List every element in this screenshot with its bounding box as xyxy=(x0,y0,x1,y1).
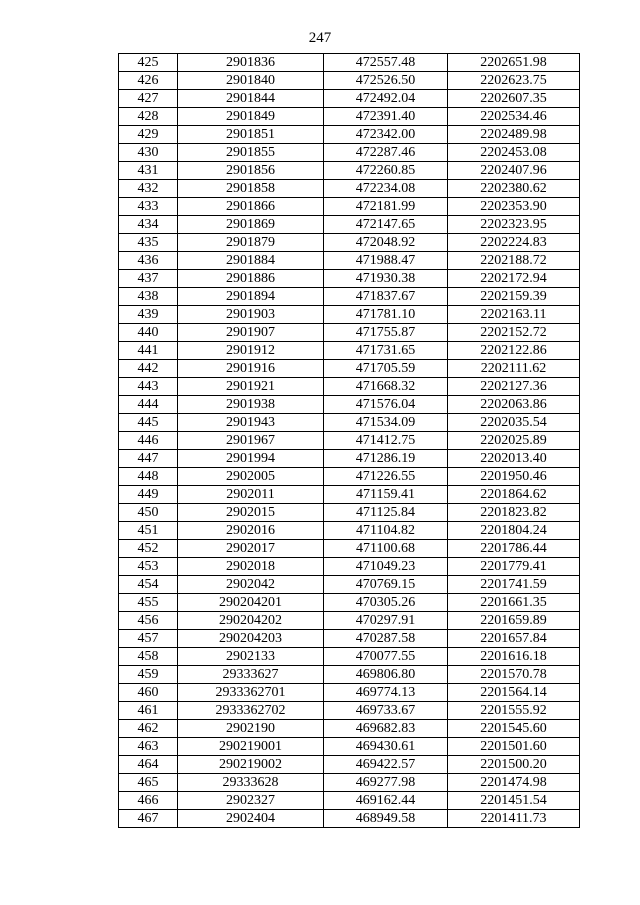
point-id-cell: 2901840 xyxy=(178,72,324,90)
row-index-cell: 449 xyxy=(119,486,178,504)
y-coordinate-cell: 2201545.60 xyxy=(448,720,580,738)
x-coordinate-cell: 469774.13 xyxy=(324,684,448,702)
row-index-cell: 466 xyxy=(119,792,178,810)
point-id-cell: 2901836 xyxy=(178,54,324,72)
y-coordinate-cell: 2202489.98 xyxy=(448,126,580,144)
table-row xyxy=(119,612,580,630)
row-index-cell: 425 xyxy=(119,54,178,72)
table-row xyxy=(119,90,580,108)
table-row xyxy=(119,378,580,396)
table-row xyxy=(119,252,580,270)
table-row xyxy=(119,396,580,414)
table-row xyxy=(119,162,580,180)
point-id-cell: 2901916 xyxy=(178,360,324,378)
point-id-cell: 2933362702 xyxy=(178,702,324,720)
x-coordinate-cell: 472526.50 xyxy=(324,72,448,90)
point-id-cell: 290204201 xyxy=(178,594,324,612)
y-coordinate-cell: 2201411.73 xyxy=(448,810,580,828)
point-id-cell: 2902017 xyxy=(178,540,324,558)
row-index-cell: 455 xyxy=(119,594,178,612)
y-coordinate-cell: 2202035.54 xyxy=(448,414,580,432)
table-row xyxy=(119,306,580,324)
table-row xyxy=(119,630,580,648)
row-index-cell: 458 xyxy=(119,648,178,666)
y-coordinate-cell: 2202353.90 xyxy=(448,198,580,216)
x-coordinate-cell: 469162.44 xyxy=(324,792,448,810)
row-index-cell: 467 xyxy=(119,810,178,828)
y-coordinate-cell: 2201804.24 xyxy=(448,522,580,540)
row-index-cell: 433 xyxy=(119,198,178,216)
y-coordinate-cell: 2201864.62 xyxy=(448,486,580,504)
y-coordinate-cell: 2201659.89 xyxy=(448,612,580,630)
y-coordinate-cell: 2201570.78 xyxy=(448,666,580,684)
y-coordinate-cell: 2201741.59 xyxy=(448,576,580,594)
x-coordinate-cell: 470297.91 xyxy=(324,612,448,630)
row-index-cell: 451 xyxy=(119,522,178,540)
row-index-cell: 460 xyxy=(119,684,178,702)
row-index-cell: 461 xyxy=(119,702,178,720)
x-coordinate-cell: 472048.92 xyxy=(324,234,448,252)
y-coordinate-cell: 2202013.40 xyxy=(448,450,580,468)
x-coordinate-cell: 469277.98 xyxy=(324,774,448,792)
y-coordinate-cell: 2202453.08 xyxy=(448,144,580,162)
table-row xyxy=(119,54,580,72)
row-index-cell: 459 xyxy=(119,666,178,684)
point-id-cell: 2902190 xyxy=(178,720,324,738)
page-number: 247 xyxy=(308,30,332,46)
row-index-cell: 438 xyxy=(119,288,178,306)
table-row xyxy=(119,468,580,486)
row-index-cell: 448 xyxy=(119,468,178,486)
row-index-cell: 445 xyxy=(119,414,178,432)
x-coordinate-cell: 470287.58 xyxy=(324,630,448,648)
row-index-cell: 444 xyxy=(119,396,178,414)
x-coordinate-cell: 471930.38 xyxy=(324,270,448,288)
x-coordinate-cell: 471988.47 xyxy=(324,252,448,270)
table-row xyxy=(119,774,580,792)
table-row xyxy=(119,486,580,504)
y-coordinate-cell: 2202111.62 xyxy=(448,360,580,378)
x-coordinate-cell: 471159.41 xyxy=(324,486,448,504)
row-index-cell: 426 xyxy=(119,72,178,90)
y-coordinate-cell: 2201616.18 xyxy=(448,648,580,666)
row-index-cell: 450 xyxy=(119,504,178,522)
point-id-cell: 290219001 xyxy=(178,738,324,756)
y-coordinate-cell: 2202172.94 xyxy=(448,270,580,288)
x-coordinate-cell: 471668.32 xyxy=(324,378,448,396)
y-coordinate-cell: 2201950.46 xyxy=(448,468,580,486)
point-id-cell: 2902015 xyxy=(178,504,324,522)
row-index-cell: 442 xyxy=(119,360,178,378)
x-coordinate-cell: 472557.48 xyxy=(324,54,448,72)
table-row xyxy=(119,288,580,306)
x-coordinate-cell: 470769.15 xyxy=(324,576,448,594)
y-coordinate-cell: 2202623.75 xyxy=(448,72,580,90)
row-index-cell: 454 xyxy=(119,576,178,594)
table-row xyxy=(119,666,580,684)
x-coordinate-cell: 472342.00 xyxy=(324,126,448,144)
x-coordinate-cell: 471705.59 xyxy=(324,360,448,378)
point-id-cell: 2901912 xyxy=(178,342,324,360)
table-row xyxy=(119,594,580,612)
y-coordinate-cell: 2201657.84 xyxy=(448,630,580,648)
row-index-cell: 457 xyxy=(119,630,178,648)
y-coordinate-cell: 2202025.89 xyxy=(448,432,580,450)
point-id-cell: 2901879 xyxy=(178,234,324,252)
point-id-cell: 2902042 xyxy=(178,576,324,594)
point-id-cell: 2902005 xyxy=(178,468,324,486)
point-id-cell: 2901943 xyxy=(178,414,324,432)
point-id-cell: 29333628 xyxy=(178,774,324,792)
point-id-cell: 290219002 xyxy=(178,756,324,774)
row-index-cell: 428 xyxy=(119,108,178,126)
table-row xyxy=(119,540,580,558)
x-coordinate-cell: 471837.67 xyxy=(324,288,448,306)
point-id-cell: 2933362701 xyxy=(178,684,324,702)
row-index-cell: 439 xyxy=(119,306,178,324)
y-coordinate-cell: 2201564.14 xyxy=(448,684,580,702)
x-coordinate-cell: 469682.83 xyxy=(324,720,448,738)
x-coordinate-cell: 471534.09 xyxy=(324,414,448,432)
row-index-cell: 431 xyxy=(119,162,178,180)
x-coordinate-cell: 471226.55 xyxy=(324,468,448,486)
row-index-cell: 464 xyxy=(119,756,178,774)
table-row xyxy=(119,270,580,288)
x-coordinate-cell: 472391.40 xyxy=(324,108,448,126)
point-id-cell: 2902018 xyxy=(178,558,324,576)
x-coordinate-cell: 472492.04 xyxy=(324,90,448,108)
point-id-cell: 290204202 xyxy=(178,612,324,630)
point-id-cell: 2901869 xyxy=(178,216,324,234)
x-coordinate-cell: 471104.82 xyxy=(324,522,448,540)
table-row xyxy=(119,792,580,810)
table-row xyxy=(119,72,580,90)
table-row xyxy=(119,180,580,198)
table-row xyxy=(119,414,580,432)
x-coordinate-cell: 471731.65 xyxy=(324,342,448,360)
row-index-cell: 435 xyxy=(119,234,178,252)
point-id-cell: 2901903 xyxy=(178,306,324,324)
x-coordinate-cell: 472181.99 xyxy=(324,198,448,216)
x-coordinate-cell: 471412.75 xyxy=(324,432,448,450)
point-id-cell: 2901851 xyxy=(178,126,324,144)
point-id-cell: 2901907 xyxy=(178,324,324,342)
row-index-cell: 441 xyxy=(119,342,178,360)
table-row xyxy=(119,702,580,720)
row-index-cell: 465 xyxy=(119,774,178,792)
x-coordinate-cell: 472147.65 xyxy=(324,216,448,234)
point-id-cell: 2901994 xyxy=(178,450,324,468)
x-coordinate-cell: 469422.57 xyxy=(324,756,448,774)
row-index-cell: 427 xyxy=(119,90,178,108)
table-row xyxy=(119,342,580,360)
y-coordinate-cell: 2202407.96 xyxy=(448,162,580,180)
table-row xyxy=(119,720,580,738)
y-coordinate-cell: 2201555.92 xyxy=(448,702,580,720)
x-coordinate-cell: 472287.46 xyxy=(324,144,448,162)
point-id-cell: 2901856 xyxy=(178,162,324,180)
point-id-cell: 2901894 xyxy=(178,288,324,306)
table-row xyxy=(119,360,580,378)
row-index-cell: 446 xyxy=(119,432,178,450)
point-id-cell: 29333627 xyxy=(178,666,324,684)
x-coordinate-cell: 471755.87 xyxy=(324,324,448,342)
coordinates-table xyxy=(118,53,580,828)
x-coordinate-cell: 472260.85 xyxy=(324,162,448,180)
y-coordinate-cell: 2201451.54 xyxy=(448,792,580,810)
y-coordinate-cell: 2202122.86 xyxy=(448,342,580,360)
y-coordinate-cell: 2201786.44 xyxy=(448,540,580,558)
point-id-cell: 2902404 xyxy=(178,810,324,828)
x-coordinate-cell: 471100.68 xyxy=(324,540,448,558)
row-index-cell: 429 xyxy=(119,126,178,144)
y-coordinate-cell: 2201500.20 xyxy=(448,756,580,774)
point-id-cell: 2901858 xyxy=(178,180,324,198)
point-id-cell: 2901884 xyxy=(178,252,324,270)
row-index-cell: 453 xyxy=(119,558,178,576)
y-coordinate-cell: 2201501.60 xyxy=(448,738,580,756)
x-coordinate-cell: 471125.84 xyxy=(324,504,448,522)
point-id-cell: 2901844 xyxy=(178,90,324,108)
y-coordinate-cell: 2202152.72 xyxy=(448,324,580,342)
table-row xyxy=(119,522,580,540)
table-row xyxy=(119,432,580,450)
row-index-cell: 437 xyxy=(119,270,178,288)
table-row xyxy=(119,198,580,216)
row-index-cell: 443 xyxy=(119,378,178,396)
y-coordinate-cell: 2202188.72 xyxy=(448,252,580,270)
y-coordinate-cell: 2202224.83 xyxy=(448,234,580,252)
y-coordinate-cell: 2202380.62 xyxy=(448,180,580,198)
x-coordinate-cell: 470305.26 xyxy=(324,594,448,612)
x-coordinate-cell: 471781.10 xyxy=(324,306,448,324)
table-row xyxy=(119,648,580,666)
table-row xyxy=(119,810,580,828)
x-coordinate-cell: 469430.61 xyxy=(324,738,448,756)
table-row xyxy=(119,126,580,144)
point-id-cell: 2901938 xyxy=(178,396,324,414)
table-row xyxy=(119,108,580,126)
row-index-cell: 436 xyxy=(119,252,178,270)
y-coordinate-cell: 2201474.98 xyxy=(448,774,580,792)
point-id-cell: 2902016 xyxy=(178,522,324,540)
y-coordinate-cell: 2202534.46 xyxy=(448,108,580,126)
y-coordinate-cell: 2201661.35 xyxy=(448,594,580,612)
point-id-cell: 2902011 xyxy=(178,486,324,504)
point-id-cell: 2901849 xyxy=(178,108,324,126)
point-id-cell: 2902133 xyxy=(178,648,324,666)
x-coordinate-cell: 472234.08 xyxy=(324,180,448,198)
x-coordinate-cell: 471049.23 xyxy=(324,558,448,576)
point-id-cell: 2902327 xyxy=(178,792,324,810)
y-coordinate-cell: 2201779.41 xyxy=(448,558,580,576)
x-coordinate-cell: 469733.67 xyxy=(324,702,448,720)
table-row xyxy=(119,738,580,756)
table-row xyxy=(119,324,580,342)
y-coordinate-cell: 2202323.95 xyxy=(448,216,580,234)
y-coordinate-cell: 2202127.36 xyxy=(448,378,580,396)
y-coordinate-cell: 2202159.39 xyxy=(448,288,580,306)
row-index-cell: 440 xyxy=(119,324,178,342)
row-index-cell: 462 xyxy=(119,720,178,738)
table-row xyxy=(119,684,580,702)
table-body xyxy=(119,54,580,828)
table-row xyxy=(119,450,580,468)
x-coordinate-cell: 471286.19 xyxy=(324,450,448,468)
x-coordinate-cell: 469806.80 xyxy=(324,666,448,684)
table-row xyxy=(119,504,580,522)
table-row xyxy=(119,216,580,234)
y-coordinate-cell: 2202607.35 xyxy=(448,90,580,108)
point-id-cell: 2901921 xyxy=(178,378,324,396)
x-coordinate-cell: 470077.55 xyxy=(324,648,448,666)
row-index-cell: 463 xyxy=(119,738,178,756)
table-row xyxy=(119,558,580,576)
x-coordinate-cell: 468949.58 xyxy=(324,810,448,828)
y-coordinate-cell: 2202163.11 xyxy=(448,306,580,324)
table-row xyxy=(119,144,580,162)
row-index-cell: 456 xyxy=(119,612,178,630)
point-id-cell: 2901886 xyxy=(178,270,324,288)
row-index-cell: 452 xyxy=(119,540,178,558)
row-index-cell: 432 xyxy=(119,180,178,198)
table-row xyxy=(119,576,580,594)
table-row xyxy=(119,756,580,774)
table-row xyxy=(119,234,580,252)
point-id-cell: 2901866 xyxy=(178,198,324,216)
row-index-cell: 447 xyxy=(119,450,178,468)
y-coordinate-cell: 2202063.86 xyxy=(448,396,580,414)
y-coordinate-cell: 2201823.82 xyxy=(448,504,580,522)
y-coordinate-cell: 2202651.98 xyxy=(448,54,580,72)
row-index-cell: 430 xyxy=(119,144,178,162)
row-index-cell: 434 xyxy=(119,216,178,234)
x-coordinate-cell: 471576.04 xyxy=(324,396,448,414)
point-id-cell: 2901967 xyxy=(178,432,324,450)
point-id-cell: 290204203 xyxy=(178,630,324,648)
point-id-cell: 2901855 xyxy=(178,144,324,162)
